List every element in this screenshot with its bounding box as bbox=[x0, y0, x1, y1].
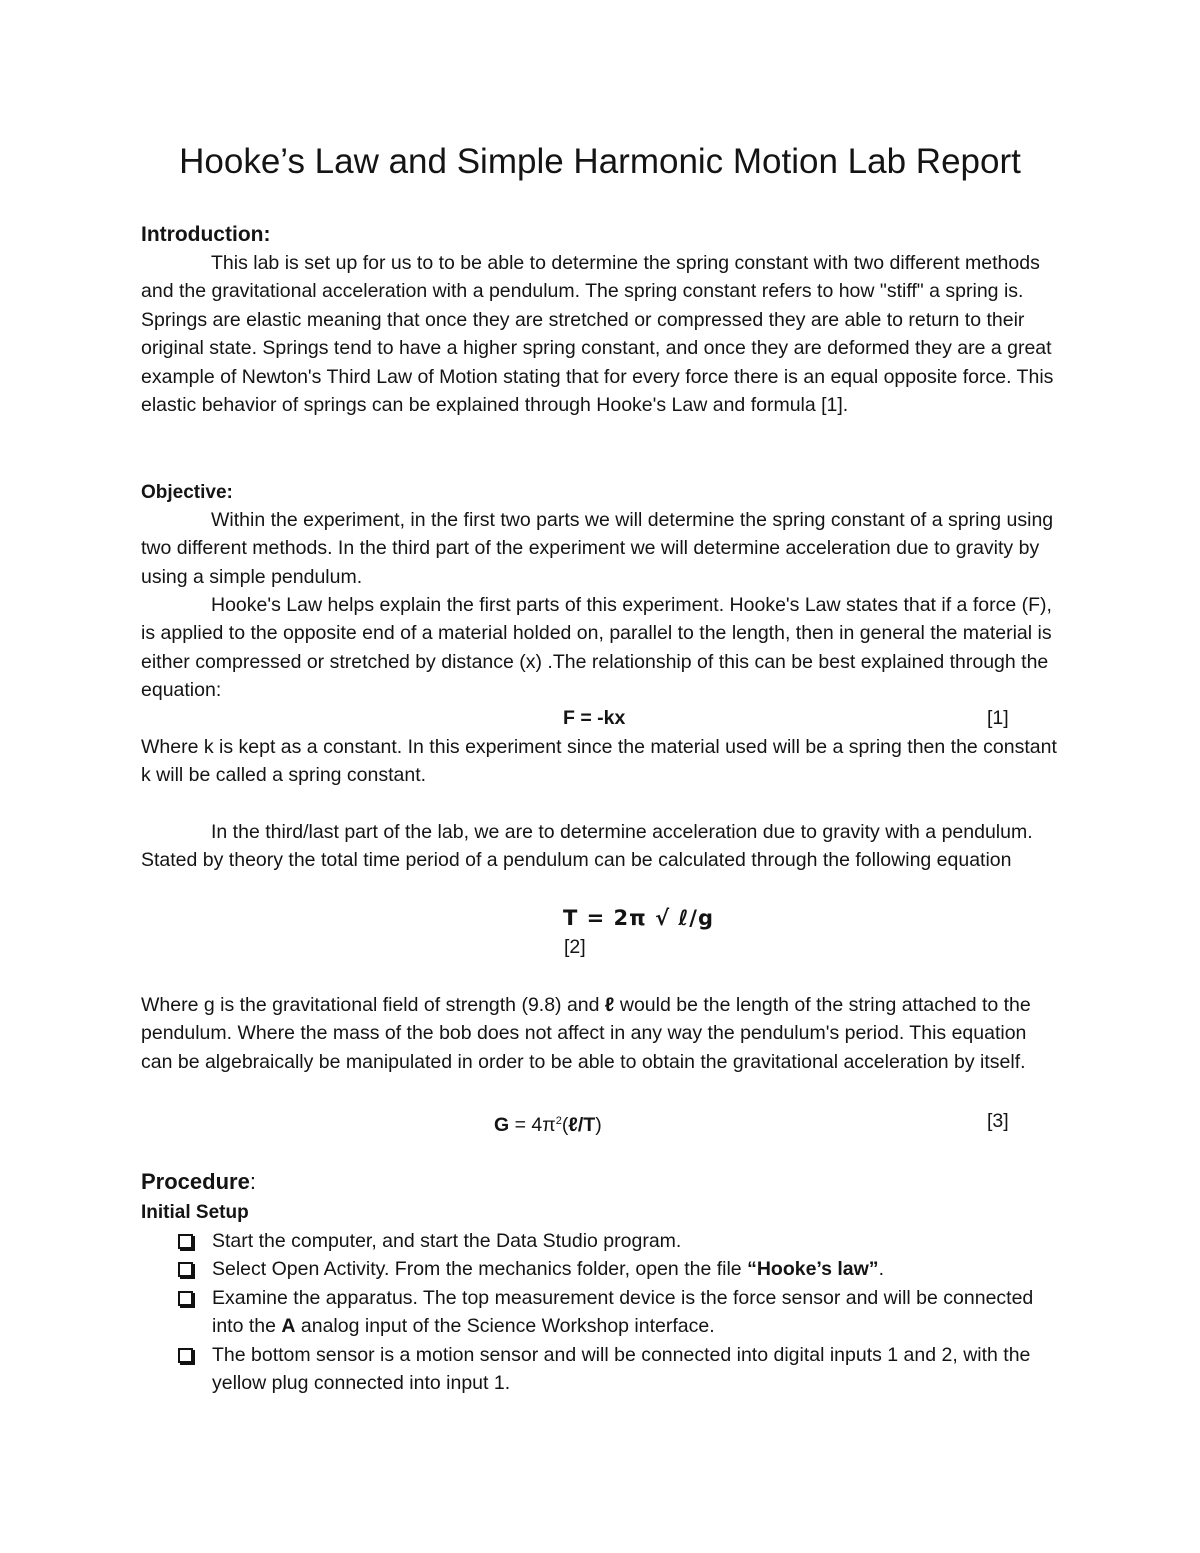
equation3-exponent: 2 bbox=[555, 1115, 562, 1127]
procedure-heading-text: Procedure bbox=[141, 1169, 250, 1194]
pendulum-paragraph bbox=[141, 818, 1061, 875]
step-text-end: analog input of the Science Workshop interface. bbox=[295, 1315, 715, 1338]
analog-input-label: A bbox=[281, 1315, 296, 1338]
pendulum-text: In the third/last part of the lab, we are to determine acceleration due to gravity with a pendulum. Stated by theory the total time period of a pendulum can be calculated through the following equation bbox=[141, 821, 1033, 872]
checkbox-icon[interactable] bbox=[178, 1348, 193, 1363]
equation-pendulum-period: T = 2π √ ℓ/g bbox=[563, 906, 715, 930]
step-text: Select Open Activity. From the mechanics folder, open the file bbox=[212, 1258, 748, 1281]
equation-hookes-law: F = -kx bbox=[563, 707, 626, 729]
step-text: The bottom sensor is a motion sensor and will be connected into digital inputs 1 and 2, with the yellow plug connected into input 1. bbox=[212, 1343, 1031, 1395]
equation3-mid: = 4π bbox=[509, 1114, 556, 1136]
step-text: Start the computer, and start the Data Studio program. bbox=[212, 1230, 682, 1252]
checkbox-icon[interactable] bbox=[178, 1234, 193, 1249]
checklist-item bbox=[175, 1255, 1055, 1283]
objective-heading: Objective: bbox=[141, 482, 233, 503]
checklist-item bbox=[175, 1341, 1055, 1398]
step-text: Examine the apparatus. The top measurement device is the force sensor and will be connected into the bbox=[212, 1286, 1034, 1338]
step-text-end: . bbox=[878, 1258, 884, 1281]
equation3-open: ( bbox=[561, 1114, 569, 1136]
equation-number-2: [2] bbox=[564, 936, 586, 958]
objective-text-2: Hooke's Law helps explain the first parts of this experiment. Hooke's Law states that if a force (F), is applied to the opposite end of a material holded on, parallel to the length, then in general the material is either compressed or stretched by distance (x) .The relationship of this can be best explained through the equation: bbox=[141, 594, 1052, 702]
initial-setup-heading: Initial Setup bbox=[141, 1202, 249, 1223]
procedure-heading-colon: : bbox=[249, 1169, 256, 1194]
gravity-paragraph bbox=[141, 991, 1061, 1076]
equation3-g: G bbox=[494, 1114, 510, 1136]
equation-number-3: [3] bbox=[987, 1110, 1009, 1132]
gravity-text-b: would be the length of the string attached to the pendulum. Where the mass of the bob does not affect in any way the pendulum's period. This equation can be algebraically be manipulated in order to be able to obtain the gravitational acceleration by itself. bbox=[141, 994, 1031, 1073]
objective-paragraph-1 bbox=[141, 506, 1061, 591]
checkbox-icon[interactable] bbox=[178, 1291, 193, 1306]
equation-number-1: [1] bbox=[987, 707, 1009, 729]
objective-text-1: Within the experiment, in the first two parts we will determine the spring constant of a spring using two different methods. In the third part of the experiment we will determine acceleration due to gravity by using a simple pendulum. bbox=[141, 509, 1054, 588]
equation3-length-over-period: ℓ/T bbox=[568, 1114, 596, 1136]
equation3-close: ) bbox=[595, 1114, 602, 1136]
file-name: “Hooke’s law” bbox=[747, 1258, 879, 1281]
introduction-paragraph bbox=[141, 249, 1061, 419]
introduction-heading: Introduction: bbox=[141, 223, 271, 246]
checklist-item bbox=[175, 1284, 1055, 1341]
objective-paragraph-2 bbox=[141, 591, 1061, 705]
page-title: Hooke’s Law and Simple Harmonic Motion Lab Report bbox=[179, 142, 1021, 181]
gravity-text-a: Where g is the gravitational field of strength (9.8) and bbox=[141, 994, 605, 1016]
equation-gravity bbox=[494, 1107, 602, 1139]
introduction-text: This lab is set up for us to to be able to determine the spring constant with two different methods and the gravitational acceleration with a pendulum. The spring constant refers to how "stiff" a spring is. Springs are elastic meaning that once they are stretched or compressed they are able to return to their original state. Springs tend to have a higher spring constant, and once they are deformed they are a great example of Newton's Third Law of Motion stating that for every force there is an equal opposite force. This elastic behavior of springs can be explained through Hooke's Law and formula [1]. bbox=[141, 252, 1054, 417]
procedure-checklist bbox=[175, 1227, 1055, 1397]
checkbox-icon[interactable] bbox=[178, 1262, 193, 1277]
procedure-heading bbox=[141, 1168, 256, 1196]
spring-constant-paragraph: Where k is kept as a constant. In this experiment since the material used will be a spring then the constant k will be called a spring constant. bbox=[141, 736, 1057, 787]
length-symbol: ℓ bbox=[604, 994, 615, 1016]
checklist-item bbox=[175, 1227, 1055, 1255]
